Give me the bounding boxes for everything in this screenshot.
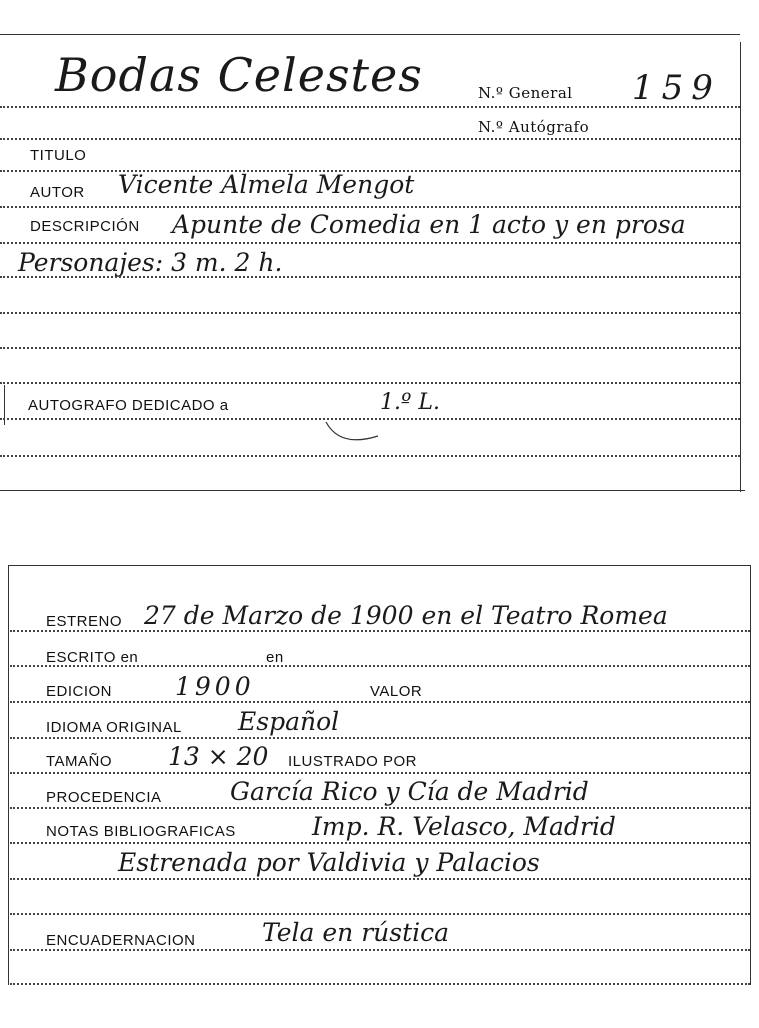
card-right-border (740, 42, 741, 492)
descripcion-value: Apunte de Comedia en 1 acto y en prosa (172, 210, 686, 239)
rule-line (0, 382, 740, 384)
notas-label: NOTAS BIBLIOGRAFICAS (46, 823, 236, 840)
rule-line (0, 242, 740, 244)
rule-line (10, 737, 750, 739)
rule-line (0, 418, 740, 420)
notas-value-line2: Estrenada por Valdivia y Palacios (118, 848, 540, 877)
card-right-border (750, 565, 751, 985)
rule-line (10, 949, 750, 951)
rule-line (10, 807, 750, 809)
personajes-value: Personajes: 3 m. 2 h. (18, 248, 283, 277)
idioma-label: IDIOMA ORIGINAL (46, 719, 182, 736)
card-bottom-rule (0, 490, 745, 491)
card-top-rule (8, 565, 750, 566)
catalog-card-top (0, 0, 759, 500)
card-top-rule (0, 34, 740, 35)
rule-line (10, 772, 750, 774)
rule-line (0, 206, 740, 208)
rule-line (10, 983, 750, 985)
catalog-card-bottom (0, 555, 759, 1028)
procedencia-value: García Rico y Cía de Madrid (230, 777, 589, 806)
rule-line (0, 347, 740, 349)
notas-value: Imp. R. Velasco, Madrid (312, 812, 616, 841)
rule-line (10, 878, 750, 880)
valor-label: VALOR (370, 683, 423, 700)
rule-line (10, 842, 750, 844)
rule-line (10, 913, 750, 915)
descripcion-label: DESCRIPCIÓN (30, 218, 140, 235)
rule-line (0, 312, 740, 314)
title-handwritten: Bodas Celestes (55, 48, 423, 102)
dedicado-value: 1.º L. (380, 390, 440, 415)
autografo-number-label: N.º Autógrafo (478, 118, 590, 136)
rule-line (0, 455, 740, 457)
ilustrado-label: ILUSTRADO POR (288, 753, 418, 770)
edicion-value: 1900 (175, 672, 255, 701)
tamano-value: 13 × 20 (168, 742, 269, 771)
estreno-label: ESTRENO (46, 613, 123, 630)
rule-line (10, 665, 750, 667)
rule-line (0, 106, 740, 108)
escrito-label: ESCRITO en (46, 649, 139, 666)
rule-line (10, 630, 750, 632)
encuadernacion-label: ENCUADERNACION (46, 932, 196, 949)
tamano-label: TAMAÑO (46, 753, 113, 770)
general-number-value: 159 (632, 68, 721, 108)
edicion-label: EDICION (46, 683, 113, 700)
procedencia-label: PROCEDENCIA (46, 789, 162, 806)
rule-line (10, 701, 750, 703)
idioma-value: Español (238, 707, 340, 736)
rule-line (0, 276, 740, 278)
titulo-label: TITULO (30, 147, 87, 164)
autor-label: AUTOR (30, 184, 85, 201)
estreno-value: 27 de Marzo de 1900 en el Teatro Romea (144, 601, 668, 630)
dedicado-label: AUTOGRAFO DEDICADO a (28, 397, 229, 414)
general-number-label: N.º General (478, 84, 573, 102)
autor-value: Vicente Almela Mengot (118, 170, 415, 199)
escrito-en-label: en (266, 649, 284, 666)
rule-line (0, 138, 740, 140)
encuadernacion-value: Tela en rústica (262, 918, 450, 947)
card-left-border (8, 565, 9, 985)
